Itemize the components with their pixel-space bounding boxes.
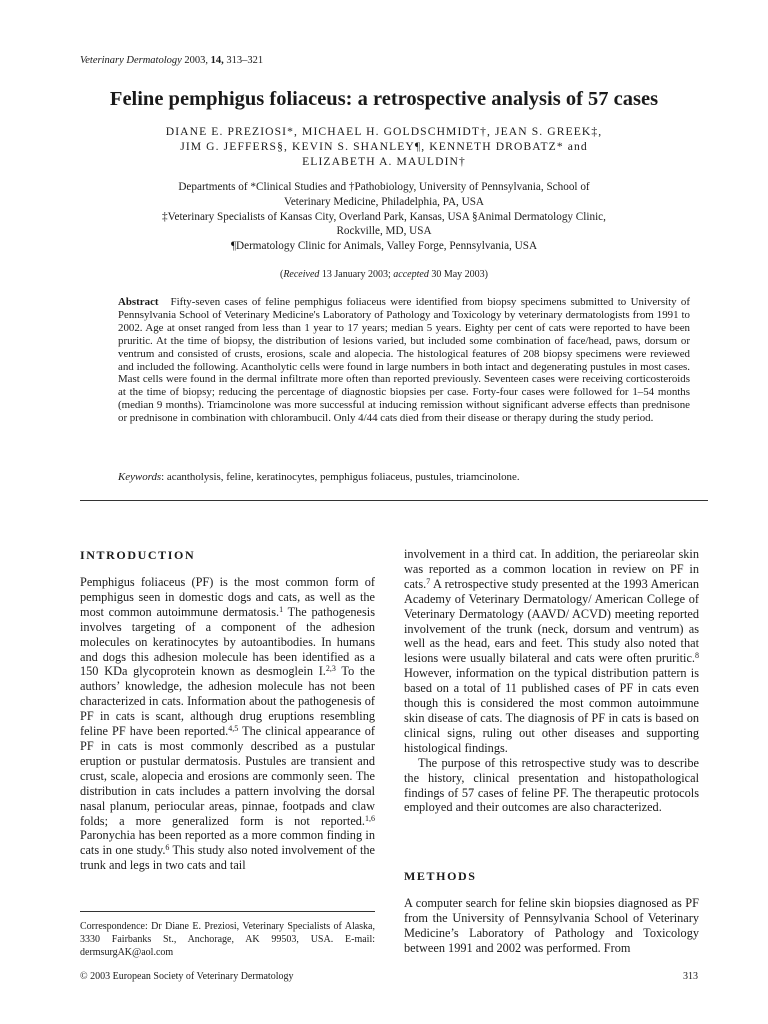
right-column — [404, 547, 699, 815]
received-date: 13 January 2003; — [319, 269, 394, 280]
affiliation-line: ‡Veterinary Specialists of Kansas City, Overland Park, Kansas, USA §Animal Dermatology Clinic, — [162, 210, 606, 223]
author-line: DIANE E. PREZIOSI*, MICHAEL H. GOLDSCHMIDT†, JEAN S. GREEK‡, — [165, 125, 603, 138]
received-dates: (Received 13 January 2003; accepted 30 May 2003) — [279, 269, 489, 280]
left-column — [80, 575, 375, 873]
footnote-divider — [80, 911, 375, 912]
citation: 2,3 — [325, 664, 336, 674]
citation: 6 — [165, 843, 170, 853]
abstract-text: Fifty-seven cases of feline pemphigus foliaceus were identified from biopsy specimens submitted to University of Pennsylvania School of Veterinary Medicine's Laboratory of Pathology and Toxicology by veterinary dermatologists from 1991 to 2002. Age at onset ranged from less than 1 year to 17 years; median 5 years. Eighty per cent of cats were reported to have been pruritic. At the time of biopsy, the distribution of lesions varied, but included some combination of face/head, paws, dorsum or ventrum and consisted of crusts, erosions, scale and alopecia. The histological features of 208 biopsy specimens were reviewed and included the following. Acantholytic cells were found in large numbers in both intact and degenerating pustules in most cases. Mast cells were found in the dermal infiltrate more often than reported previously. Seventeen cases were receiving corticosteroids at the time of biopsy; reducing the percentage of diagnostic biopsies per case. Forty-four cases were followed for 1–54 months (median 9 months). Triamcinolone was more successful at inducing remission without significant adverse effects than prednisone or prednisone in combination with chlorambucil. Only 4/44 cats died from their disease or therapy during the study period. — [118, 296, 690, 425]
article-title: Feline pemphigus foliaceus: a retrospective analysis of 57 cases — [109, 88, 659, 110]
copyright-notice: © 2003 European Society of Veterinary Dermatology — [80, 971, 294, 982]
affiliation-line: Veterinary Medicine, Philadelphia, PA, USA — [284, 195, 484, 208]
journal-pages: 313–321 — [226, 55, 264, 66]
citation: 1 — [279, 604, 284, 614]
introduction-paragraph: The purpose of this retrospective study was to describe the history, clinical presentation and histopathological findings of 57 cases of feline PF. The therapeutic protocols employed and their outcomes are also characterized. — [404, 755, 699, 815]
affiliations — [110, 180, 658, 254]
citation: 8 — [695, 651, 699, 661]
introduction-paragraph: Pemphigus foliaceus (PF) is the most common form of pemphigus seen in domestic dogs and cats, as well as the most common autoimmune dermatosis.$^1$ The pathogenesis involves targeting of a component of the adhesion molecules on keratinocytes by autoantibodies. In humans and dogs this adhesion molecule has been identified as a 150 KDa glycoprotein known as desmoglein I.$^{2,3}$ To the authors’ knowledge, the adhesion molecule has not been characterized in cats. Information about the pathogenesis of PF in cats is scant, although drug eruptions resembling feline PF have been reported.$^{4,5}$ The clinical appearance of PF in cats is most commonly described as a pustular eruption or pustular dermatosis. Pustules are transient and crust, scale, alopecia and erosions are commonly seen. The distribution in cats includes a pattern involving the dorsal nasal planum, periocular areas, pinnae, footpads and claw folds; a more generalized form is not reported.$^{1,6}$ Paronychia has been reported as a more common finding in cats in one study.$^6$ This study also noted involvement of the trunk and legs in two cats and tail — [80, 575, 375, 873]
author-line: JIM G. JEFFERS§, KEVIN S. SHANLEY¶, KENNETH DROBATZ* and — [180, 140, 588, 153]
methods-paragraph: A computer search for feline skin biopsies diagnosed as PF from the University of Pennsylvania School of Veterinary Medicine’s Laboratory of Pathology and Toxicology between 1991 and 2002 was performed. From — [404, 896, 699, 955]
received-label: Received — [283, 269, 320, 280]
correspondence-note: Correspondence: Dr Diane E. Preziosi, Veterinary Specialists of Alaska, 3330 Fairbanks St., Anchorage, AK 99503, USA. E-mail: dermsurgAK@aol.com — [80, 921, 375, 958]
page-number: 313 — [683, 971, 698, 982]
accepted-date: 30 May 2003) — [428, 269, 489, 280]
journal-volume: 14, — [210, 55, 224, 66]
journal-citation — [80, 54, 263, 68]
affiliation-line: Rockville, MD, USA — [336, 225, 432, 238]
author-line: ELIZABETH A. MAULDIN† — [302, 155, 466, 168]
abstract-label: Abstract — [118, 296, 159, 308]
citation: 7 — [426, 576, 431, 586]
author-list — [100, 124, 668, 169]
accepted-label: accepted — [393, 269, 429, 280]
journal-year: 2003, — [184, 55, 209, 66]
section-divider — [80, 500, 708, 501]
keywords — [118, 471, 690, 484]
methods-heading: METHODS — [404, 869, 477, 883]
keywords-label: Keywords — [118, 471, 162, 483]
keywords-text: : acantholysis, feline, keratinocytes, pemphigus foliaceus, pustules, triamcinolone. — [161, 471, 520, 483]
methods-column — [404, 896, 699, 956]
journal-name: Veterinary Dermatology — [80, 55, 182, 66]
introduction-heading: INTRODUCTION — [80, 548, 196, 562]
citation: 4,5 — [228, 724, 239, 734]
affiliation-line: Departments of *Clinical Studies and †Pathobiology, University of Pennsylvania, School of — [178, 181, 590, 193]
affiliation-line: ¶Dermatology Clinic for Animals, Valley Forge, Pennsylvania, USA — [230, 240, 538, 253]
introduction-paragraph: involvement in a third cat. In addition, the periareolar skin was reported as a common location in review on PF in cats.$^7$ A retrospective study presented at the 1993 American Academy of Veterinary Dermatology/ American College of Veterinary Dermatology (AAVD/ ACVD) meeting reported involvement of the trunk (neck, dorsum and ventrum) as well as the head, ears and feet. This study also noted that lesions were usually bilateral and cats were often pruritic.$^8$ However, information on the typical distribution pattern is based on a total of 11 published cases of PF in cats even though this is considered the most common autoimmune skin disease of cats. The diagnosis of PF in cats is based on clinical signs, ruling out other diseases and supporting histological findings. — [404, 547, 699, 755]
abstract — [118, 296, 690, 425]
citation: 1,6 — [365, 813, 375, 823]
